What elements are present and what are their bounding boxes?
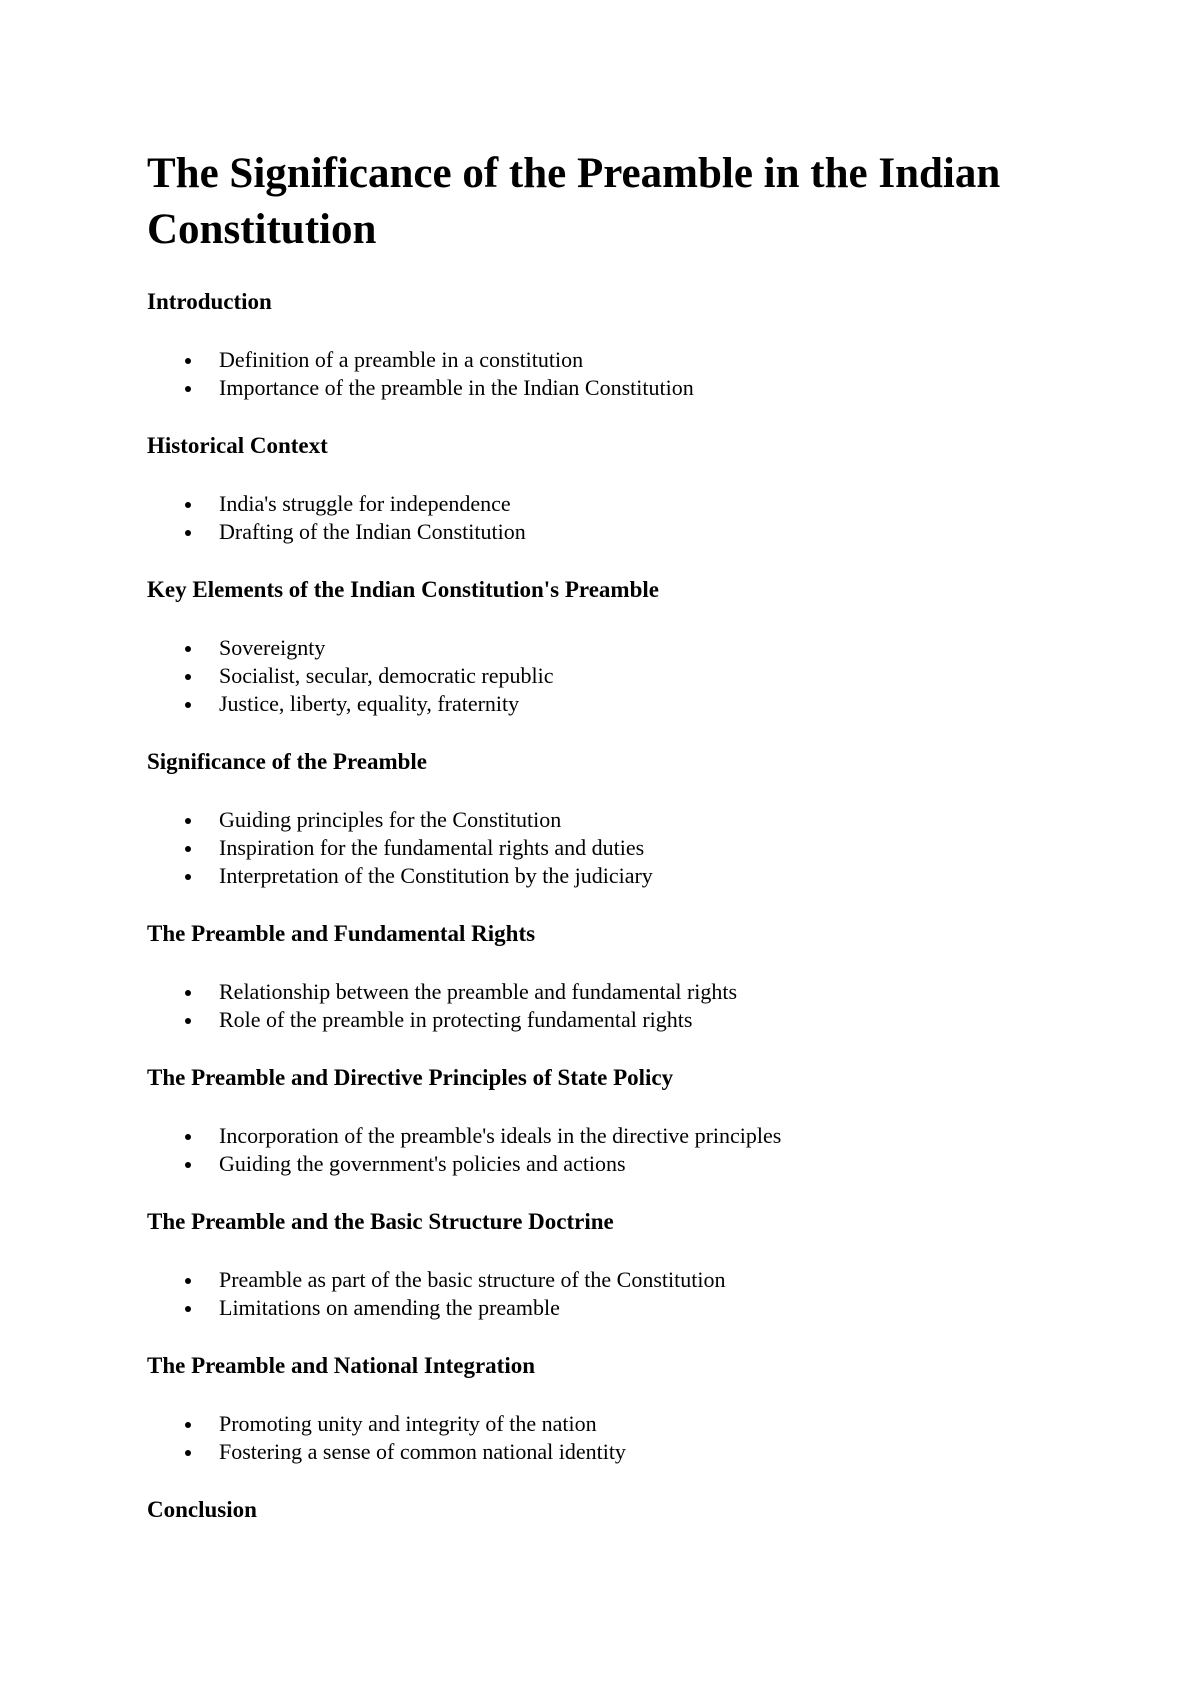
document-page: [147, 146, 1107, 1554]
bullet-icon: [185, 990, 191, 996]
section-heading: Conclusion: [147, 1497, 257, 1522]
section: [147, 432, 1107, 546]
list-item: [147, 862, 1107, 890]
list-item: [147, 834, 1107, 862]
section: [147, 1064, 1107, 1178]
list-item: [147, 490, 1107, 518]
bullet-icon: [185, 530, 191, 536]
section: [147, 1208, 1107, 1322]
bullet-icon: [185, 1450, 191, 1456]
list-item: [147, 346, 1107, 374]
section: [147, 920, 1107, 1034]
list-item-text: Interpretation of the Constitution by the judiciary: [219, 863, 653, 888]
bullet-icon: [185, 1306, 191, 1312]
bullet-icon: [185, 1422, 191, 1428]
section-heading: Introduction: [147, 289, 272, 314]
section-heading: The Preamble and National Integration: [147, 1353, 536, 1378]
list-item: [147, 374, 1107, 402]
list-item-text: Preamble as part of the basic structure of the Constitution: [219, 1267, 726, 1292]
section: [147, 1496, 1107, 1524]
section-heading: The Preamble and Directive Principles of State Policy: [147, 1065, 674, 1090]
bullet-icon: [185, 1134, 191, 1140]
list-item-text: Promoting unity and integrity of the nation: [219, 1411, 597, 1436]
list-item-text: Fostering a sense of common national identity: [219, 1439, 626, 1464]
list-item-text: Inspiration for the fundamental rights and duties: [219, 835, 645, 860]
bullet-icon: [185, 702, 191, 708]
list-item-text: Guiding the government's policies and actions: [219, 1151, 626, 1176]
list-item-text: Justice, liberty, equality, fraternity: [219, 691, 520, 716]
bullet-list: [147, 978, 1107, 1034]
list-item-text: Definition of a preamble in a constitution: [219, 347, 584, 372]
bullet-list: [147, 1122, 1107, 1178]
list-item-text: Socialist, secular, democratic republic: [219, 663, 554, 688]
list-item: [147, 662, 1107, 690]
document-sections: [147, 288, 1107, 1524]
section: [147, 576, 1107, 718]
list-item-text: Guiding principles for the Constitution: [219, 807, 562, 832]
bullet-icon: [185, 386, 191, 392]
list-item-text: India's struggle for independence: [219, 491, 511, 516]
list-item: [147, 1294, 1107, 1322]
list-item-text: Role of the preamble in protecting fundamental rights: [219, 1007, 693, 1032]
list-item-text: Importance of the preamble in the Indian Constitution: [219, 375, 694, 400]
bullet-icon: [185, 358, 191, 364]
list-item: [147, 806, 1107, 834]
bullet-list: [147, 346, 1107, 402]
list-item: [147, 978, 1107, 1006]
list-item-text: Sovereignty: [219, 635, 326, 660]
bullet-list: [147, 634, 1107, 718]
bullet-icon: [185, 674, 191, 680]
section-heading: Historical Context: [147, 433, 328, 458]
bullet-list: [147, 1410, 1107, 1466]
document-title: The Significance of the Preamble in the Indian Constitution: [147, 150, 1001, 253]
bullet-icon: [185, 1018, 191, 1024]
list-item-text: Relationship between the preamble and fundamental rights: [219, 979, 738, 1004]
list-item: [147, 1410, 1107, 1438]
section: [147, 288, 1107, 402]
bullet-icon: [185, 846, 191, 852]
list-item: [147, 1438, 1107, 1466]
bullet-icon: [185, 646, 191, 652]
list-item: [147, 1006, 1107, 1034]
list-item-text: Drafting of the Indian Constitution: [219, 519, 526, 544]
section: [147, 1352, 1107, 1466]
bullet-icon: [185, 1162, 191, 1168]
bullet-list: [147, 1266, 1107, 1322]
section-heading: The Preamble and Fundamental Rights: [147, 921, 536, 946]
section-heading: Key Elements of the Indian Constitution's Preamble: [147, 577, 659, 602]
section: [147, 748, 1107, 890]
bullet-icon: [185, 1278, 191, 1284]
list-item: [147, 1122, 1107, 1150]
bullet-list: [147, 806, 1107, 890]
bullet-icon: [185, 874, 191, 880]
list-item-text: Limitations on amending the preamble: [219, 1295, 560, 1320]
list-item: [147, 690, 1107, 718]
bullet-list: [147, 490, 1107, 546]
list-item: [147, 1266, 1107, 1294]
list-item: [147, 634, 1107, 662]
bullet-icon: [185, 818, 191, 824]
bullet-icon: [185, 502, 191, 508]
section-heading: The Preamble and the Basic Structure Doctrine: [147, 1209, 614, 1234]
list-item-text: Incorporation of the preamble's ideals in the directive principles: [219, 1123, 782, 1148]
section-heading: Significance of the Preamble: [147, 749, 427, 774]
list-item: [147, 1150, 1107, 1178]
list-item: [147, 518, 1107, 546]
